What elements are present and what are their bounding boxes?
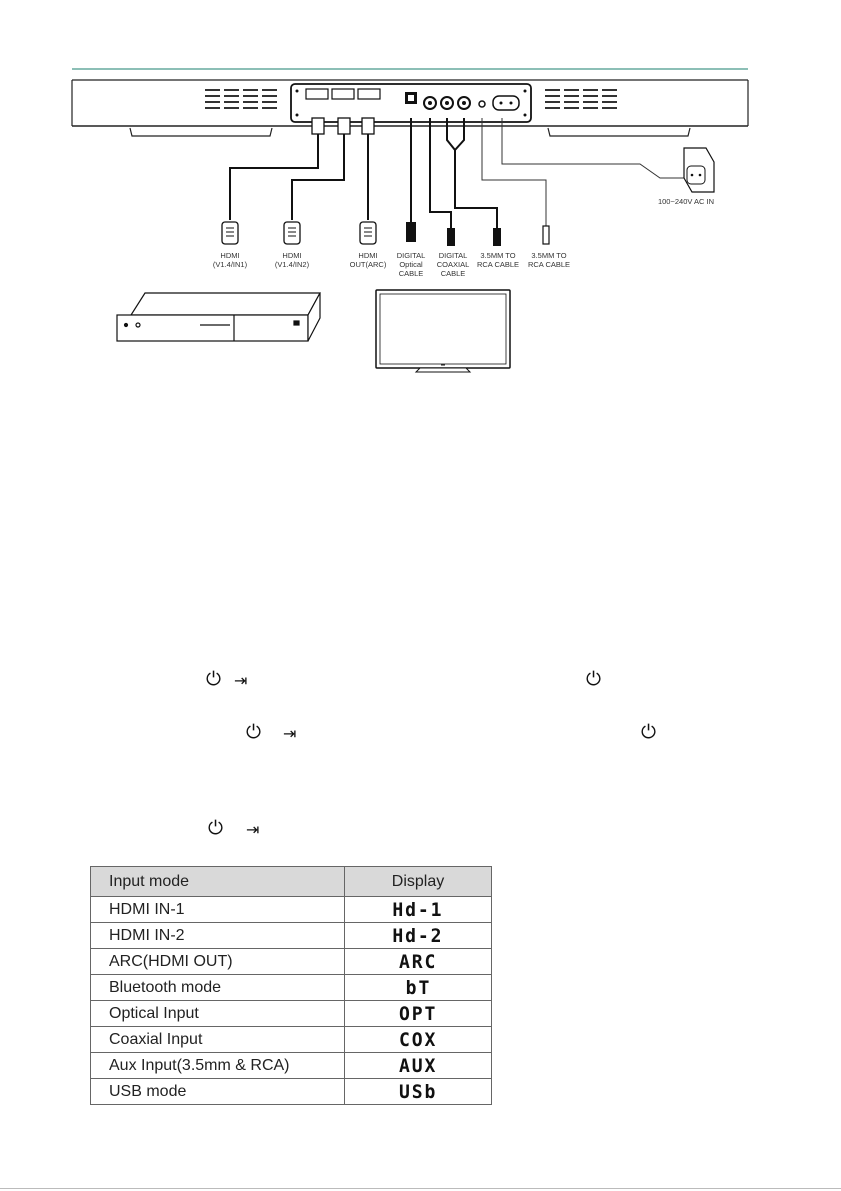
table-row [91, 923, 492, 949]
input-icon: ⇥ [234, 671, 248, 690]
power-icon: ⏻ [206, 668, 222, 690]
label-hdmi-out-l1: HDMI [358, 251, 378, 260]
mode-cell: Optical Input [91, 1001, 345, 1027]
connection-diagram [0, 0, 841, 380]
optical-plug [406, 222, 416, 242]
coax-plug [447, 228, 455, 246]
table-row [91, 975, 492, 1001]
label-aux-l1: 3.5MM TO [531, 251, 567, 260]
mode-cell: USB mode [91, 1079, 345, 1105]
label-rca-l2: RCA CABLE [476, 260, 520, 269]
hdmi-plug [284, 222, 300, 244]
label-hdmi-in2-l2: (V1.4/IN2) [274, 260, 310, 269]
display-code: OPT [398, 1002, 438, 1025]
display-code: bT [405, 976, 431, 999]
table-row [91, 1027, 492, 1053]
hdmi-plug [222, 222, 238, 244]
label-hdmi-in1-l1: HDMI [220, 251, 240, 260]
label-hdmi-in2-l1: HDMI [282, 251, 302, 260]
page-bottom-rule [0, 1188, 841, 1189]
mode-cell: Coaxial Input [91, 1027, 345, 1053]
label-coaxial-l3: CABLE [440, 269, 466, 278]
power-label: 100~240V AC IN [657, 197, 715, 206]
aux-port [479, 101, 485, 107]
vent-grille-left [205, 90, 277, 108]
label-aux-l2: RCA CABLE [527, 260, 571, 269]
mode-cell: Aux Input(3.5mm & RCA) [91, 1053, 345, 1079]
input-icon: ⇥ [246, 820, 260, 839]
table-row [91, 1053, 492, 1079]
mode-cell: HDMI IN-2 [91, 923, 345, 949]
label-hdmi-in1-l2: (V1.4/IN1) [212, 260, 248, 269]
connector-labels [213, 251, 570, 278]
display-code: Hd-1 [392, 898, 444, 921]
table-row [91, 949, 492, 975]
wall-outlet [684, 148, 714, 192]
cable-rca-l [447, 118, 497, 228]
vent-grille-right [545, 90, 617, 108]
aux-plug [543, 226, 549, 244]
label-hdmi-out-l2: OUT(ARC) [349, 260, 387, 269]
display-code: ARC [398, 950, 438, 973]
soundbar-foot [130, 128, 272, 136]
table-header-row [91, 867, 492, 897]
display-code: COX [398, 1028, 438, 1051]
display-code: AUX [398, 1054, 438, 1077]
label-optical-l3: CABLE [398, 269, 424, 278]
tv-monitor [376, 290, 510, 372]
rca-plug [493, 228, 501, 246]
table-row [91, 1001, 492, 1027]
display-code: Hd-2 [392, 924, 444, 947]
cable-aux [482, 118, 546, 226]
header-display: Display [345, 867, 492, 897]
table-row [91, 897, 492, 923]
label-optical-l2: Optical [399, 260, 423, 269]
input-mode-table [90, 866, 492, 1105]
media-player [117, 293, 320, 341]
mode-cell: HDMI IN-1 [91, 897, 345, 923]
header-input-mode: Input mode [91, 867, 345, 897]
label-coaxial-l2: COAXIAL [436, 260, 470, 269]
mode-cell: ARC(HDMI OUT) [91, 949, 345, 975]
power-icon: ⏻ [641, 721, 657, 743]
power-icon: ⏻ [208, 817, 224, 839]
power-icon: ⏻ [586, 668, 602, 690]
power-port [493, 96, 519, 110]
cable-hdmi-in1 [230, 134, 318, 220]
hdmi-plug [360, 222, 376, 244]
table-row [91, 1079, 492, 1105]
input-icon: ⇥ [283, 724, 297, 743]
power-icon: ⏻ [246, 721, 262, 743]
display-code: USb [398, 1080, 438, 1103]
mode-cell: Bluetooth mode [91, 975, 345, 1001]
soundbar-foot [548, 128, 690, 136]
label-rca-l1: 3.5MM TO [480, 251, 516, 260]
cable-power [502, 118, 684, 178]
label-optical-l1: DIGITAL [396, 251, 426, 260]
label-coaxial-l1: DIGITAL [438, 251, 468, 260]
